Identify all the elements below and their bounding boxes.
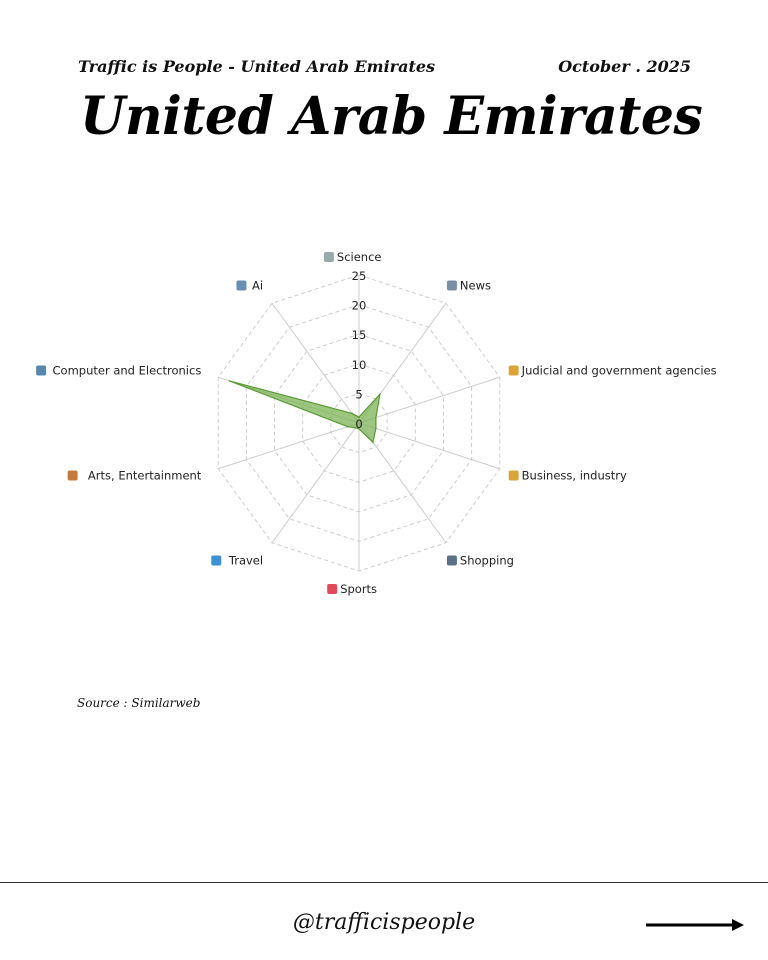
cart-icon [447, 556, 457, 566]
r-tick-label: 5 [355, 387, 363, 402]
axis-line [272, 423, 359, 543]
data-point [375, 417, 377, 419]
divider [0, 882, 768, 883]
axis-label: Computer and Electronics [52, 363, 202, 378]
newspaper-icon [447, 280, 457, 290]
data-point [229, 380, 231, 382]
axis-label: Judicial and government agencies [521, 363, 717, 378]
axis-line [359, 377, 500, 423]
r-tick-label: 25 [351, 269, 367, 283]
robot-icon [236, 280, 246, 290]
data-point [372, 441, 374, 443]
axis-label: Shopping [459, 553, 514, 568]
source-note: Source : Similarweb [77, 696, 201, 710]
axis-label: Travel [228, 553, 264, 568]
r-tick-label: 10 [351, 357, 367, 372]
axis-label: Arts, Entertainment [87, 468, 202, 483]
social-handle[interactable]: @trafficispeople [292, 910, 476, 935]
axis-label: Ai [252, 278, 264, 293]
axis-label: Business, industry [521, 468, 627, 483]
subtitle: Traffic is People - United Arab Emirates [78, 57, 436, 76]
page-title: United Arab Emirates [80, 86, 703, 147]
laptop-icon [36, 365, 46, 375]
sports-icon [327, 584, 337, 594]
microscope-icon [324, 252, 334, 262]
data-point [375, 428, 377, 430]
r-tick-label: 15 [351, 328, 367, 343]
axis-line [218, 423, 359, 469]
data-point [379, 393, 381, 395]
data-point [351, 413, 353, 415]
axis-label: News [459, 278, 492, 293]
scales-icon [509, 365, 519, 375]
data-point [347, 426, 349, 428]
luggage-icon [211, 556, 221, 566]
artist-icon [68, 471, 78, 481]
r-tick-label: 20 [351, 298, 367, 313]
axis-line [359, 423, 500, 469]
businessperson-icon [509, 471, 519, 481]
axis-label: Sports [340, 582, 378, 596]
arrow-right-icon[interactable] [646, 917, 746, 933]
date: October . 2025 [558, 57, 691, 76]
r-tick-label: 0 [355, 417, 363, 431]
axis-label: Science [336, 250, 382, 264]
